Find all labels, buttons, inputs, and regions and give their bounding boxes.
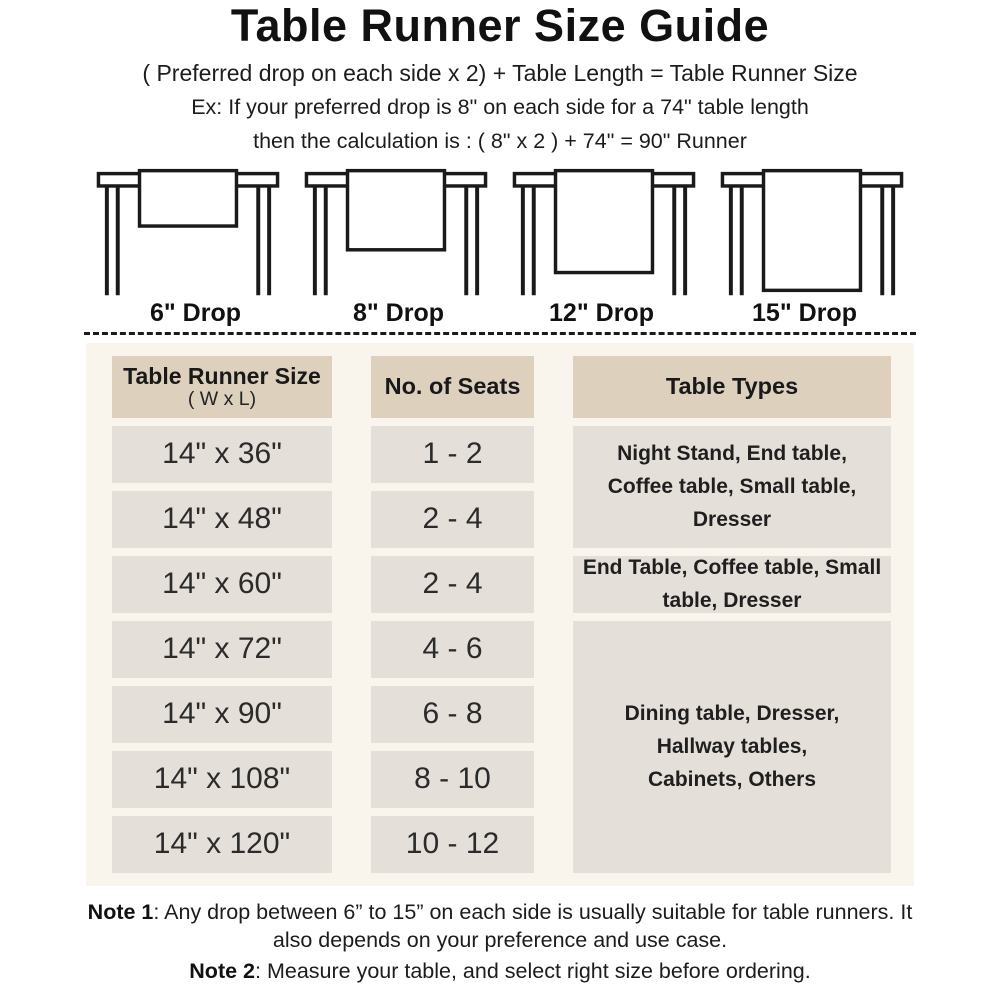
example-line-1: Ex: If your preferred drop is 8" on each side for a 74" table length: [191, 95, 809, 120]
seats-cell: 1 - 2: [371, 426, 534, 483]
runner-size-cell: 14" x 120": [112, 816, 332, 873]
runner-size-cell: 14" x 48": [112, 491, 332, 548]
table-runner-diagram-icon: [510, 163, 698, 298]
drop-label-12in: 12" Drop: [549, 298, 654, 327]
column-header-runner-size-title: Table Runner Size: [123, 362, 321, 389]
table-types-cell-large-tables: Dining table, Dresser, Hallway tables, Cabinets, Others: [573, 621, 891, 873]
size-guide-table: [86, 343, 914, 886]
table-6-inch-drop-illustration: [94, 163, 282, 298]
table-runner-diagram-icon: [94, 163, 282, 298]
seats-cell: 2 - 4: [371, 491, 534, 548]
drop-label-15in: 15" Drop: [752, 298, 857, 327]
seats-cell: 4 - 6: [371, 621, 534, 678]
drop-label-6in: 6" Drop: [149, 298, 242, 327]
drop-labels-row: [94, 298, 906, 329]
table-8-inch-drop-illustration: [302, 163, 490, 298]
note-2-label: Note 2: [189, 959, 255, 983]
drop-illustrations-row: [94, 163, 906, 298]
dashed-divider: [84, 332, 916, 335]
example-line-2: then the calculation is : ( 8" x 2 ) + 74" = 90" Runner: [253, 128, 747, 153]
runner-size-cell: 14" x 36": [112, 426, 332, 483]
note-2-text: : Measure your table, and select right size before ordering.: [255, 959, 811, 983]
table-types-cell-medium-tables: End Table, Coffee table, Small table, Dresser: [573, 556, 891, 613]
runner-size-cell: 14" x 72": [112, 621, 332, 678]
runner-size-cell: 14" x 90": [112, 686, 332, 743]
column-header-table-types: Table Types: [573, 356, 891, 418]
note-1-text: : Any drop between 6” to 15” on each side is usually suitable for table runners. It also depends on your preference and use case.: [153, 899, 913, 953]
note-1-label: Note 1: [87, 899, 154, 924]
table-15-inch-drop-illustration: [718, 163, 906, 298]
seats-cell: 2 - 4: [371, 556, 534, 613]
drop-label-8in: 8" Drop: [352, 298, 445, 327]
column-header-runner-size: [112, 356, 332, 418]
formula-text: ( Preferred drop on each side x 2) + Table Length = Table Runner Size: [142, 59, 858, 86]
seats-cell: 8 - 10: [371, 751, 534, 808]
seats-cell: 10 - 12: [371, 816, 534, 873]
note-1: [70, 898, 930, 955]
seats-cell: 6 - 8: [371, 686, 534, 743]
column-header-seats: No. of Seats: [371, 356, 534, 418]
table-runner-diagram-icon: [302, 163, 490, 298]
runner-size-cell: 14" x 108": [112, 751, 332, 808]
table-types-cell-small-tables: Night Stand, End table, Coffee table, Small table, Dresser: [573, 426, 891, 548]
table-12-inch-drop-illustration: [510, 163, 698, 298]
page-title: Table Runner Size Guide: [230, 0, 770, 51]
note-2: [70, 957, 930, 986]
runner-size-cell: 14" x 60": [112, 556, 332, 613]
notes-section: [70, 898, 930, 986]
column-header-runner-size-sub: ( W x L): [187, 388, 257, 411]
table-runner-diagram-icon: [718, 163, 906, 298]
